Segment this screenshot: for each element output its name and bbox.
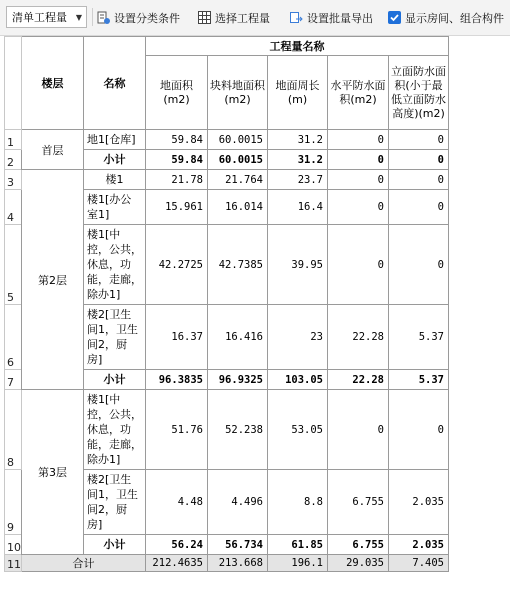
floor-cell-2[interactable]: 第2层 <box>22 170 84 390</box>
total-label[interactable]: 合计 <box>22 555 146 572</box>
subtotal-label[interactable]: 小计 <box>84 370 146 390</box>
value-cell[interactable]: 96.3835 <box>146 370 208 390</box>
header-name[interactable]: 名称 <box>84 37 146 130</box>
value-cell[interactable]: 21.764 <box>208 170 268 190</box>
value-cell[interactable]: 16.4 <box>268 190 328 225</box>
value-cell[interactable]: 56.734 <box>208 535 268 555</box>
value-cell[interactable]: 31.2 <box>268 130 328 150</box>
show-room-checkbox[interactable] <box>388 0 504 35</box>
grid-select-icon <box>197 10 212 25</box>
value-cell[interactable]: 0 <box>328 130 389 150</box>
value-cell[interactable]: 0 <box>389 390 449 470</box>
value-cell[interactable]: 53.05 <box>268 390 328 470</box>
quantity-type-select[interactable] <box>6 6 87 28</box>
value-cell[interactable]: 60.0015 <box>208 130 268 150</box>
row-number: 5 <box>5 225 22 305</box>
value-cell[interactable]: 0 <box>389 170 449 190</box>
value-cell[interactable]: 59.84 <box>146 130 208 150</box>
row-number: 9 <box>5 470 22 535</box>
value-cell[interactable]: 0 <box>389 190 449 225</box>
value-cell[interactable]: 61.85 <box>268 535 328 555</box>
header-vertical-waterproof[interactable]: 立面防水面积(小于最低立面防水高度)(m2) <box>389 56 449 130</box>
value-cell[interactable]: 60.0015 <box>208 150 268 170</box>
value-cell[interactable]: 15.961 <box>146 190 208 225</box>
name-cell[interactable]: 楼2[卫生间1，卫生间2，厨房] <box>84 470 146 535</box>
value-cell[interactable]: 5.37 <box>389 370 449 390</box>
header-row-1 <box>5 37 449 56</box>
value-cell[interactable]: 213.668 <box>208 555 268 572</box>
row-number: 11 <box>5 555 22 572</box>
value-cell[interactable]: 29.035 <box>328 555 389 572</box>
value-cell[interactable]: 2.035 <box>389 535 449 555</box>
value-cell[interactable]: 0 <box>328 390 389 470</box>
value-cell[interactable]: 96.9325 <box>208 370 268 390</box>
header-floor[interactable]: 楼层 <box>22 37 84 130</box>
subtotal-label[interactable]: 小计 <box>84 150 146 170</box>
value-cell[interactable]: 0 <box>389 130 449 150</box>
value-cell[interactable]: 31.2 <box>268 150 328 170</box>
value-cell[interactable]: 4.48 <box>146 470 208 535</box>
row-number: 2 <box>5 150 22 170</box>
row-number: 8 <box>5 390 22 470</box>
table-row[interactable] <box>5 130 449 150</box>
value-cell[interactable]: 23 <box>268 305 328 370</box>
show-room-label: 显示房间、组合构件 <box>405 11 504 25</box>
value-cell[interactable]: 0 <box>328 170 389 190</box>
value-cell[interactable]: 0 <box>389 150 449 170</box>
value-cell[interactable]: 52.238 <box>208 390 268 470</box>
name-cell[interactable]: 楼1[中控，公共，休息，功能，走廊，除办1] <box>84 225 146 305</box>
name-cell[interactable]: 地1[仓库] <box>84 130 146 150</box>
floor-cell-1[interactable]: 首层 <box>22 130 84 170</box>
value-cell[interactable]: 16.37 <box>146 305 208 370</box>
value-cell[interactable]: 22.28 <box>328 370 389 390</box>
quantity-type-value: 清单工程量 <box>12 11 67 24</box>
row-number: 3 <box>5 170 22 190</box>
corner-cell <box>5 37 22 130</box>
chevron-down-icon[interactable]: ▼ <box>75 12 83 22</box>
value-cell[interactable]: 22.28 <box>328 305 389 370</box>
value-cell[interactable]: 6.755 <box>328 535 389 555</box>
value-cell[interactable]: 4.496 <box>208 470 268 535</box>
value-cell[interactable]: 6.755 <box>328 470 389 535</box>
value-cell[interactable]: 8.8 <box>268 470 328 535</box>
value-cell[interactable]: 0 <box>328 190 389 225</box>
value-cell[interactable]: 51.76 <box>146 390 208 470</box>
value-cell[interactable]: 2.035 <box>389 470 449 535</box>
row-number: 6 <box>5 305 22 370</box>
value-cell[interactable]: 212.4635 <box>146 555 208 572</box>
value-cell[interactable]: 5.37 <box>389 305 449 370</box>
name-cell[interactable]: 楼2[卫生间1，卫生间2，厨房] <box>84 305 146 370</box>
value-cell[interactable]: 56.24 <box>146 535 208 555</box>
header-horizontal-waterproof[interactable]: 水平防水面积(m2) <box>328 56 389 130</box>
set-classify-button[interactable] <box>96 0 180 35</box>
row-number: 10 <box>5 535 22 555</box>
value-cell[interactable]: 0 <box>389 225 449 305</box>
toolbar <box>0 0 510 36</box>
table-row-total[interactable] <box>5 555 449 572</box>
toolbar-divider <box>92 8 93 26</box>
classify-settings-icon <box>96 10 111 25</box>
value-cell[interactable]: 21.78 <box>146 170 208 190</box>
batch-export-button[interactable] <box>289 0 373 35</box>
header-tile-area[interactable]: 块料地面积(m2) <box>208 56 268 130</box>
value-cell[interactable]: 59.84 <box>146 150 208 170</box>
value-cell[interactable]: 196.1 <box>268 555 328 572</box>
row-number: 7 <box>5 370 22 390</box>
value-cell[interactable]: 7.405 <box>389 555 449 572</box>
value-cell[interactable]: 39.95 <box>268 225 328 305</box>
select-quantity-button[interactable] <box>197 0 270 35</box>
floor-cell-3[interactable]: 第3层 <box>22 390 84 555</box>
quantity-table <box>4 36 449 572</box>
value-cell[interactable]: 0 <box>328 150 389 170</box>
value-cell[interactable]: 42.7385 <box>208 225 268 305</box>
select-quantity-label: 选择工程量 <box>215 11 270 25</box>
export-icon <box>289 10 304 25</box>
checkbox-checked-icon[interactable] <box>388 11 401 24</box>
quantity-table-container <box>4 36 449 572</box>
set-classify-label: 设置分类条件 <box>114 11 180 25</box>
table-row[interactable] <box>5 390 449 470</box>
value-cell[interactable]: 16.416 <box>208 305 268 370</box>
value-cell[interactable]: 0 <box>328 225 389 305</box>
row-number: 4 <box>5 190 22 225</box>
subtotal-label[interactable]: 小计 <box>84 535 146 555</box>
value-cell[interactable]: 23.7 <box>268 170 328 190</box>
name-cell[interactable]: 楼1[中控，公共，休息，功能，走廊，除办1] <box>84 390 146 470</box>
value-cell[interactable]: 42.2725 <box>146 225 208 305</box>
header-perimeter[interactable]: 地面周长(m) <box>268 56 328 130</box>
row-number: 1 <box>5 130 22 150</box>
value-cell[interactable]: 16.014 <box>208 190 268 225</box>
value-cell[interactable]: 103.05 <box>268 370 328 390</box>
table-row[interactable] <box>5 170 449 190</box>
batch-export-label: 设置批量导出 <box>307 11 373 25</box>
header-floor-area[interactable]: 地面积(m2) <box>146 56 208 130</box>
name-cell[interactable]: 楼1 <box>84 170 146 190</box>
name-cell[interactable]: 楼1[办公室1] <box>84 190 146 225</box>
header-quantity-group: 工程量名称 <box>146 37 449 56</box>
